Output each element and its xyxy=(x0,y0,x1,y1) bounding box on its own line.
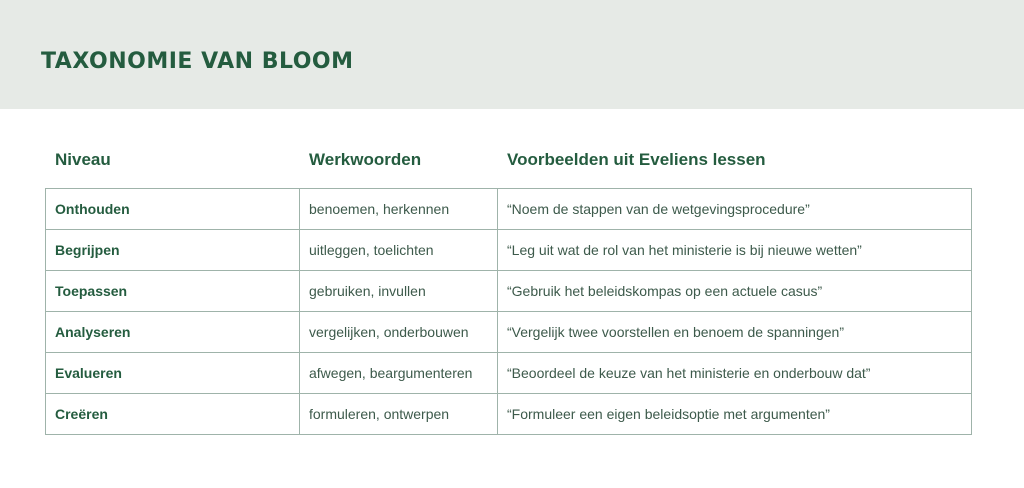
level-cell: Analyseren xyxy=(46,312,300,353)
table-row xyxy=(46,271,972,312)
example-cell: “Gebruik het beleidskompas op een actuele casus” xyxy=(498,271,972,312)
level-cell: Creëren xyxy=(46,394,300,435)
level-cell: Evalueren xyxy=(46,353,300,394)
table-row xyxy=(46,394,972,435)
verbs-cell: vergelijken, onderbouwen xyxy=(300,312,498,353)
column-header-level: Niveau xyxy=(55,150,111,169)
example-cell: “Leg uit wat de rol van het ministerie is bij nieuwe wetten” xyxy=(498,230,972,271)
header-band xyxy=(0,0,1024,109)
example-cell: “Formuleer een eigen beleidsoptie met argumenten” xyxy=(498,394,972,435)
table-row xyxy=(46,353,972,394)
page-title: TAXONOMIE VAN BLOOM xyxy=(41,49,354,74)
level-cell: Begrijpen xyxy=(46,230,300,271)
level-cell: Toepassen xyxy=(46,271,300,312)
example-cell: “Noem de stappen van de wetgevingsprocedure” xyxy=(498,189,972,230)
table-row xyxy=(46,312,972,353)
example-cell: “Beoordeel de keuze van het ministerie en onderbouw dat” xyxy=(498,353,972,394)
verbs-cell: gebruiken, invullen xyxy=(300,271,498,312)
verbs-cell: afwegen, beargumenteren xyxy=(300,353,498,394)
level-cell: Onthouden xyxy=(46,189,300,230)
column-header-verbs: Werkwoorden xyxy=(309,150,422,169)
column-header-examples: Voorbeelden uit Eveliens lessen xyxy=(507,150,766,169)
verbs-cell: benoemen, herkennen xyxy=(300,189,498,230)
example-cell: “Vergelijk twee voorstellen en benoem de spanningen” xyxy=(498,312,972,353)
bloom-table xyxy=(45,188,972,435)
verbs-cell: uitleggen, toelichten xyxy=(300,230,498,271)
table-row xyxy=(46,189,972,230)
verbs-cell: formuleren, ontwerpen xyxy=(300,394,498,435)
table-row xyxy=(46,230,972,271)
